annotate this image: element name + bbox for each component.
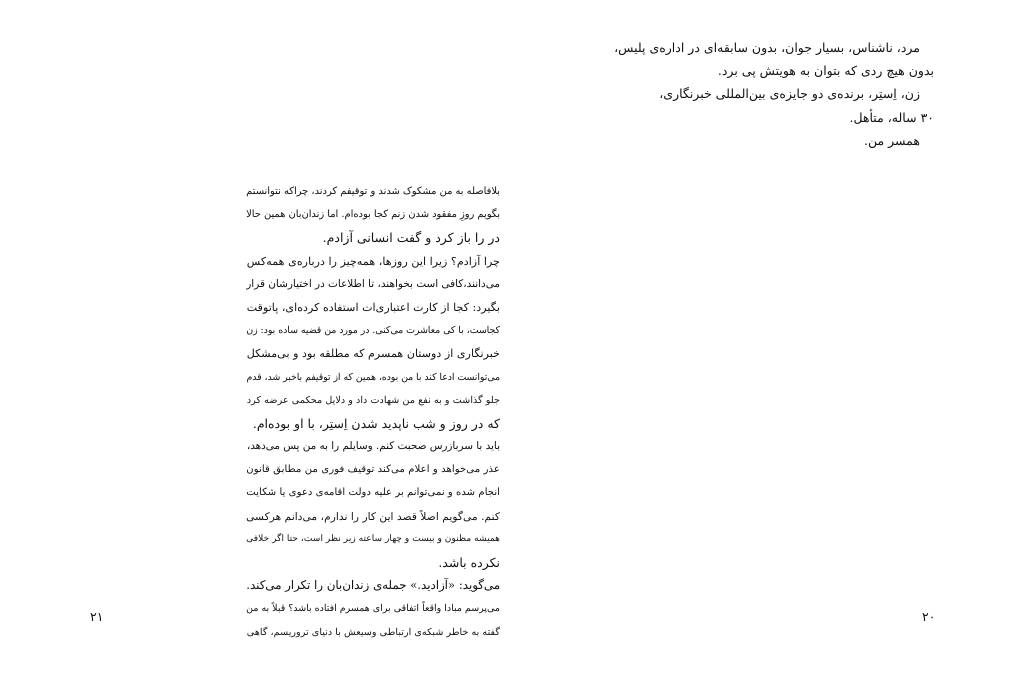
text-line: کنم. می‌گویم اصلاً قصد این کار را ندارم، می‌دانم هرکسی xyxy=(246,509,500,523)
text-line: خبرنگاری از دوستان همسرم که مطلقه بود و بی‌مشکل xyxy=(246,347,500,361)
text-line: که در روز و شب ناپدید شدن اِستِر، با او بوده‌ام. xyxy=(252,415,500,431)
text-line: می‌گوید: «آزادید.» جمله‌ی زندان‌بان را تکرار می‌کند. xyxy=(246,578,500,593)
text-line: گفته به خاطر شبکه‌ی ارتباطی وسیعش با دنیای تروریسم، گاهی xyxy=(246,626,500,638)
text-line: مرد، ناشناس، بسیار جوان، بدون سابقه‌ای در اداره‌ی پلیس، xyxy=(614,40,920,55)
left-page-text xyxy=(246,180,500,644)
text-line: می‌توانست ادعا کند با من بوده، همین که از توقیفم باخبر شد، قدم xyxy=(246,371,500,383)
text-line: باید با سربازرس صحبت کنم. وسایلم را به من پس می‌دهد، xyxy=(246,440,500,453)
text-line: بگویم روزِ مفقود شدن زنم کجا بوده‌ام. اما زندان‌بان همین حالا xyxy=(246,209,500,221)
text-line: چرا آزادم؟ زیرا این روزها، همه‌چیز را درباره‌ی همه‌کس xyxy=(246,254,500,268)
text-line: بلافاصله به من مشکوک شدند و توقیفم کردند، چراکه نتوانستم xyxy=(246,186,500,197)
text-line: بگیرد: کجا از کارت اعتباری‌ات استفاده کرده‌ای، پاتوقت xyxy=(246,300,500,314)
text-line: ۳۰ ساله، متأهل. xyxy=(849,109,934,125)
text-line: در را باز کرد و گفت انسانی آزادم. xyxy=(322,230,500,246)
text-line: جلو گذاشت و به نفع من شهادت داد و دلایل محکمی عرضه کرد xyxy=(246,394,500,406)
page-number: ۲۰ xyxy=(922,609,936,624)
text-line: همیشه مظنون و بیست و چهار ساعته زیر نظر است، حتا اگر خلافی xyxy=(246,533,500,544)
right-page-text xyxy=(604,36,934,152)
text-line: بدون هیچ ردی که بتوان به هویتش پی برد. xyxy=(717,63,934,79)
text-line: عذر می‌خواهد و اعلام می‌کند توقیف فوری من مطابق قانون xyxy=(246,463,500,476)
text-line: همسر من. xyxy=(863,132,920,148)
page-number: ۲۱ xyxy=(90,609,104,624)
text-line: کجاست، با کی معاشرت می‌کنی. در مورد من قضیه ساده بود: زن xyxy=(246,325,500,337)
text-line: انجام شده و نمی‌توانم بر علیه دولت اقامه‌ی دعوی یا شکایت xyxy=(246,487,500,499)
text-line: زن، اِستِر، برنده‌ی دو جایزه‌ی بین‌المللی خبرنگاری، xyxy=(659,86,920,102)
text-line: می‌پرسم مبادا واقعاً اتفاقی برای همسرم افتاده باشد؟ قبلاً به من xyxy=(246,603,500,615)
text-line: نکرده باشد. xyxy=(438,555,500,570)
text-line: می‌دانند،کافی است بخواهند، تا اطلاعات در اختیارشان قرار xyxy=(246,277,500,290)
